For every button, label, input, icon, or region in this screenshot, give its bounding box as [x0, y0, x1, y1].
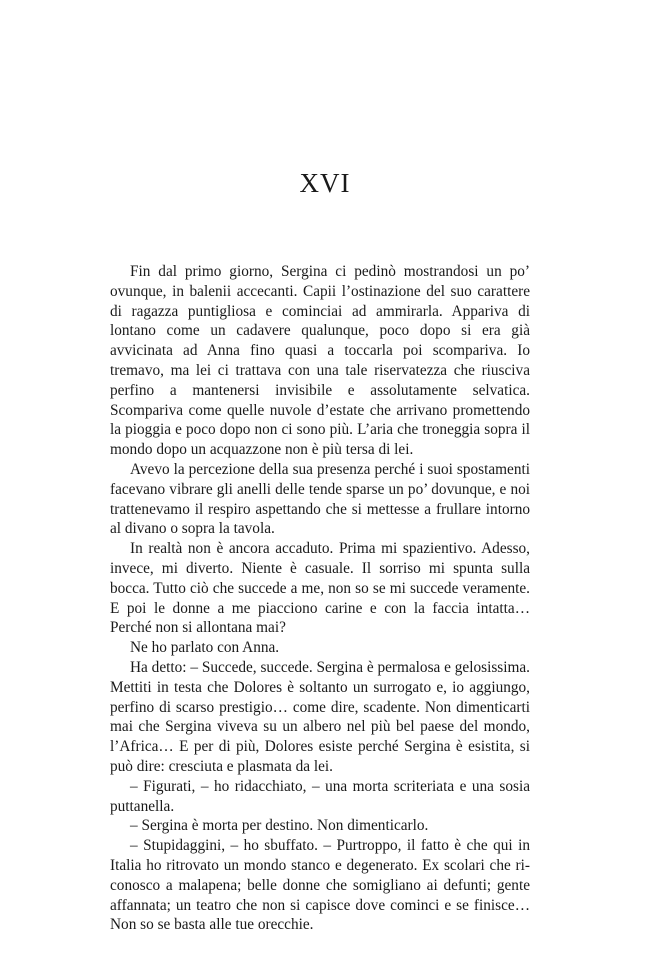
chapter-title: XVI — [299, 168, 351, 198]
paragraph: – Figurati, – ho ridacchiato, – una morta scriteriata e una sosia puttanella. — [110, 777, 530, 815]
paragraph: Avevo la percezione della sua presenza perché i suoi spostamenti facevano vibrare gli anelli delle tende sparse un po’ dovunque, e noi trattenevamo il respiro aspettando che si mettesse a frullare intorno al divano o sopra la tavola. — [110, 460, 530, 538]
paragraph: – Stupidaggini, – ho sbuffato. – Purtroppo, il fatto è che qui in Italia ho ritrovato un mondo stanco e degenerato. Ex scolari che riconosco a malapena; belle donne che somigliano ai defunti; gente affannata; un teatro che non si capisce dove cominci e se finisce… Non so se basta alle tue orecchie. — [110, 837, 530, 934]
paragraph: Ne ho parlato con Anna. — [130, 639, 280, 657]
paragraph: In realtà non è ancora accaduto. Prima mi spazientivo. Adesso, invece, mi diverto. Niente è casuale. Il sorriso mi spunta sulla bocca. Tutto ciò che succede a me, non so se mi succede veramente. E poi le donne a me piacciono carine e con la faccia intatta… Perché non si allontana mai? — [110, 540, 530, 637]
paragraph: – Sergina è morta per destino. Non dimenticarlo. — [130, 817, 429, 835]
chapter-body — [110, 262, 530, 935]
paragraph: Ha detto: – Succede, succede. Sergina è permalosa e gelosissima. Mettiti in testa che Dolores è soltanto un surrogato e, io aggiungo, perfino di scarso prestigio… come dire, scadente. Non dimenticarti mai che Sergina viveva su un albero nel più bel paese del mondo, l’Africa… E per di più, Dolores esiste perché Sergina è esistita, si può dire: cresciuta e plasmata da lei. — [110, 658, 530, 775]
paragraph: Fin dal primo giorno, Sergina ci pedinò mostrandosi un po’ ovunque, in balenii accecanti. Capii l’ostinazione del suo carattere di ragazza puntigliosa e cominciai ad ammirarla. Appariva di lontano come un cadavere qualunque, poco dopo si era già avvicinata ad Anna fino quasi a toccarla poi scompariva. Io tremavo, ma lei ci trattava con una tale riservatezza che riusciva perfino a mantenersi invisibile e assolutamente selvatica. Scompariva come quelle nuvole d’estate che arrivano promettendo la pioggia e poco dopo non ci sono più. L’aria che troneggia sopra il mondo dopo un acquazzone non è più tersa di lei. — [110, 263, 530, 459]
